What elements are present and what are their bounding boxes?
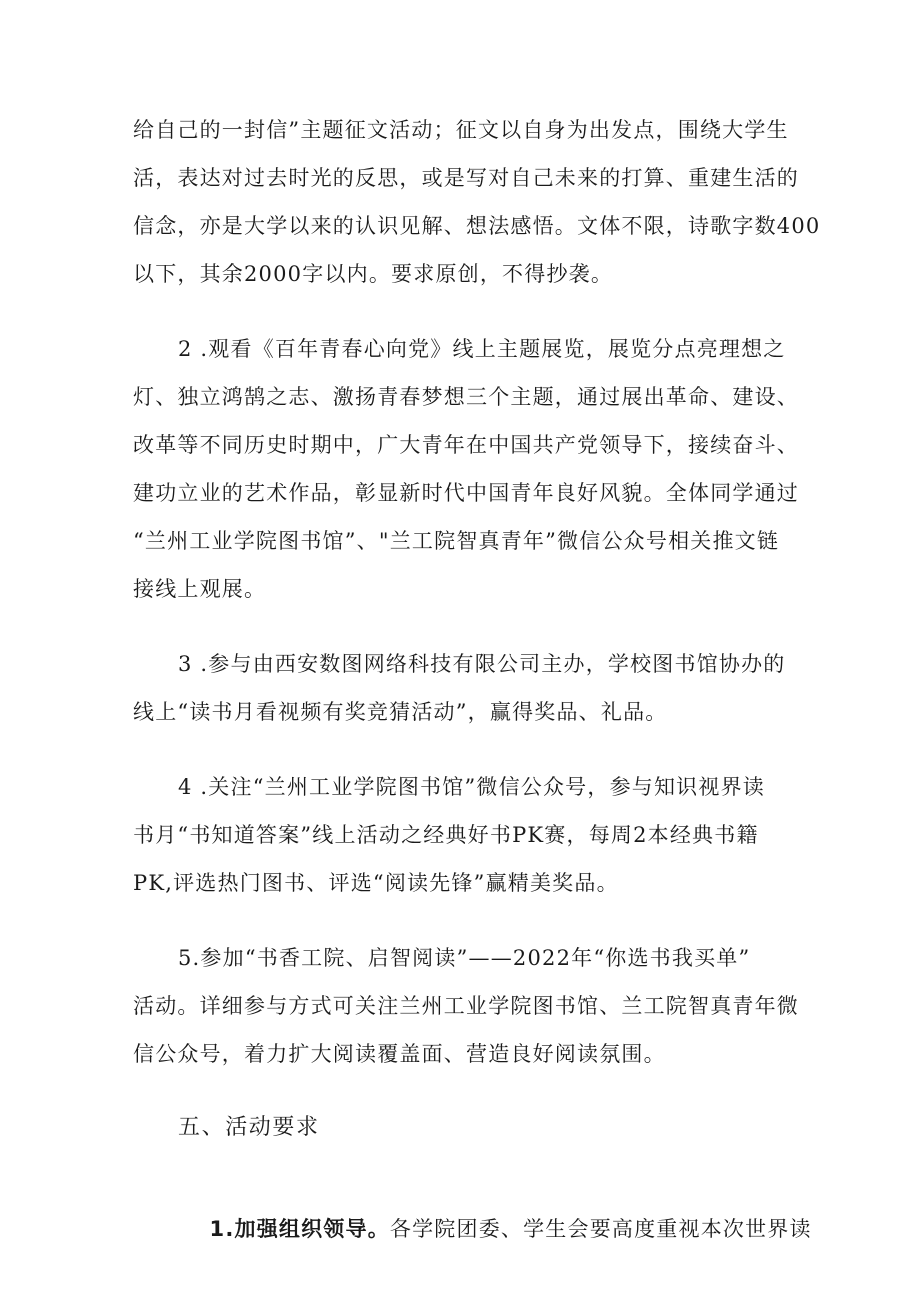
- list-item-line: 建功立业的艺术作品，彰显新时代中国青年良好风貌。全体同学通过: [133, 481, 799, 505]
- list-item-line: PK,评选热门图书、评选“阅读先锋”赢精美奖品。: [133, 871, 619, 895]
- paragraph-line: 给自己的一封信”主题征文活动；征文以自身为出发点，围绕大学生: [133, 118, 789, 142]
- list-item-line: 灯、独立鸿鹄之志、激扬青春梦想三个主题，通过展出革命、建设、: [133, 385, 799, 409]
- paragraph-line: 以下，其余2000字以内。要求原创，不得抄袭。: [133, 262, 614, 286]
- paragraph-line: 活，表达对过去时光的反思，或是写对自己未来的打算、重建生活的: [133, 166, 799, 190]
- list-item-line: 4 .关注“兰州工业学院图书馆”微信公众号，参与知识视界读: [178, 775, 765, 799]
- list-item-line: 改革等不同历史时期中，广大青年在中国共产党领导下，接续奋斗、: [133, 433, 799, 457]
- list-item-line: 5.参加“书香工院、启智阅读”——2022年“你选书我买单”: [178, 946, 751, 970]
- list-item-line: 2 .观看《百年青春心向党》线上主题展览，展览分点亮理想之: [178, 337, 786, 361]
- list-item-line: “兰州工业学院图书馆”、"兰工院智真青年”微信公众号相关推文链: [133, 529, 780, 553]
- list-item-line: 活动。详细参与方式可关注兰州工业学院图书馆、兰工院智真青年微: [133, 994, 799, 1018]
- list-item-line: 信公众号，着力扩大阅读覆盖面、营造良好阅读氛围。: [133, 1042, 666, 1066]
- requirement-line: [178, 1187, 920, 1271]
- list-item-line: 书月“书知道答案”线上活动之经典好书PK赛，每周2本经典书籍: [133, 823, 759, 847]
- list-item-line: 3 .参与由西安数图网络科技有限公司主办，学校图书馆协办的: [178, 652, 786, 676]
- paragraph-line: 信念，亦是大学以来的认识见解、想法感悟。文体不限，诗歌字数400: [133, 214, 821, 238]
- requirement-text: 各学院团委、学生会要高度重视本次世界读: [389, 1217, 812, 1241]
- section-heading: 五、活动要求: [178, 1115, 320, 1140]
- list-item-line: 接线上观展。: [133, 577, 267, 601]
- requirement-lead: 1.加强组织领导。: [209, 1217, 390, 1241]
- list-item-line: 线上“读书月看视频有奖竞猜活动”，赢得奖品、礼品。: [133, 700, 668, 724]
